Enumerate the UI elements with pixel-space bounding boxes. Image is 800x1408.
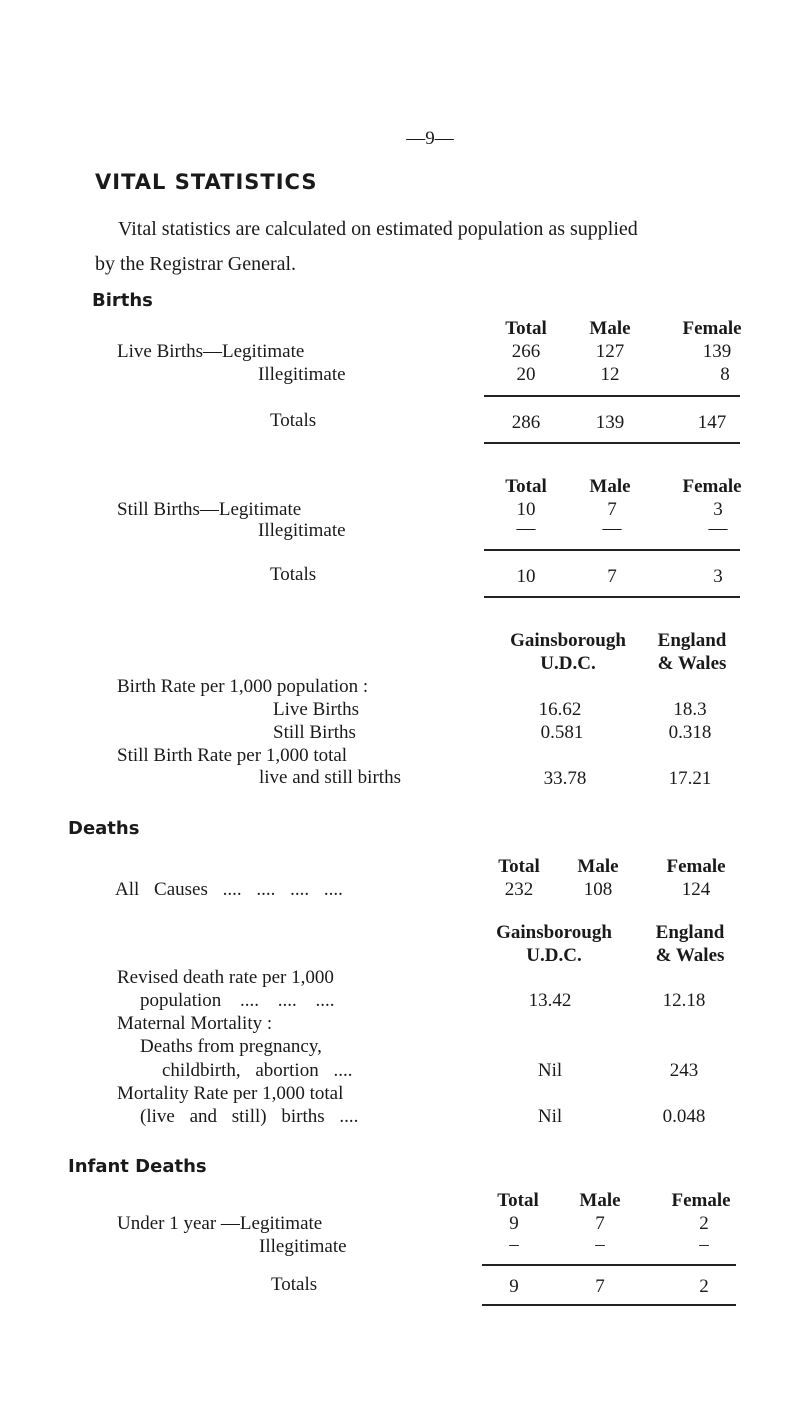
row-label-still-illegit: Illegitimate xyxy=(258,520,346,541)
col-header-female: Female xyxy=(671,1190,731,1211)
row-label-drr-1: Revised death rate per 1,000 xyxy=(117,967,334,988)
row-label-still-legit: Still Births—Legitimate xyxy=(117,499,302,520)
row-label-totals: Totals xyxy=(270,410,317,431)
cell: 12.18 xyxy=(662,990,706,1011)
cell: — xyxy=(516,518,536,539)
col-header-udc: U.D.C. xyxy=(526,945,582,966)
cell: 232 xyxy=(504,879,534,900)
row-label-infant-illegit: Illegitimate xyxy=(259,1236,347,1257)
cell: 127 xyxy=(595,341,625,362)
cell: 12 xyxy=(600,364,620,385)
col-header-male: Male xyxy=(589,476,631,497)
cell: 0.318 xyxy=(668,722,712,743)
intro-line-1: Vital statistics are calculated on estimated population as supplied xyxy=(118,218,638,240)
cell: – xyxy=(595,1234,605,1255)
cell: Nil xyxy=(537,1106,563,1127)
cell: 18.3 xyxy=(673,699,707,720)
row-label-infant-legit: Under 1 year —Legitimate xyxy=(117,1213,323,1234)
page-title: VITAL STATISTICS xyxy=(95,170,318,194)
col-header-udc: U.D.C. xyxy=(540,653,596,674)
cell: 108 xyxy=(583,879,613,900)
row-label-totals: Totals xyxy=(271,1274,318,1295)
cell: 124 xyxy=(681,879,711,900)
cell: 10 xyxy=(516,566,536,587)
rule xyxy=(482,1264,736,1266)
cell: 7 xyxy=(595,1213,605,1234)
row-label-totals: Totals xyxy=(270,564,317,585)
cell: 9 xyxy=(509,1213,519,1234)
rule xyxy=(484,442,740,444)
col-header-wales: & Wales xyxy=(655,945,725,966)
cell: 9 xyxy=(509,1276,519,1297)
row-label-mm-2: Deaths from pregnancy, xyxy=(140,1036,322,1057)
row-label-live-legit: Live Births—Legitimate xyxy=(117,341,305,362)
cell: 0.581 xyxy=(540,722,584,743)
cell: 266 xyxy=(511,341,541,362)
col-header-male: Male xyxy=(589,318,631,339)
col-header-total: Total xyxy=(497,1190,539,1211)
col-header-female: Female xyxy=(682,318,742,339)
cell: 7 xyxy=(607,499,617,520)
row-label-live-births: Live Births xyxy=(273,699,360,720)
row-label-birth-rate: Birth Rate per 1,000 population : xyxy=(117,676,369,697)
cell: 2 xyxy=(699,1276,709,1297)
col-header-female: Female xyxy=(682,476,742,497)
cell: 2 xyxy=(699,1213,709,1234)
page-number: —9— xyxy=(406,128,454,149)
row-label-drr-2: population .... .... .... xyxy=(140,990,335,1011)
row-label-mm-1: Maternal Mortality : xyxy=(117,1013,273,1034)
row-label-all-causes: All Causes .... .... .... .... xyxy=(115,879,343,900)
row-label-mm-3: childbirth, abortion .... xyxy=(162,1060,353,1081)
col-header-gainsborough: Gainsborough xyxy=(496,922,612,943)
cell: 17.21 xyxy=(668,768,712,789)
row-label-live-illegit: Illegitimate xyxy=(258,364,346,385)
rule xyxy=(484,549,740,551)
rule xyxy=(484,596,740,598)
cell: 286 xyxy=(511,412,541,433)
cell: – xyxy=(509,1234,519,1255)
col-header-male: Male xyxy=(579,1190,621,1211)
cell: 16.62 xyxy=(538,699,582,720)
row-label-still-births: Still Births xyxy=(273,722,356,743)
cell: Nil xyxy=(537,1060,563,1081)
col-header-total: Total xyxy=(505,476,547,497)
col-header-england: England xyxy=(657,630,727,651)
row-label-mr-2: (live and still) births .... xyxy=(140,1106,359,1127)
cell: 7 xyxy=(595,1276,605,1297)
col-header-gainsborough: Gainsborough xyxy=(510,630,626,651)
cell: 10 xyxy=(516,499,536,520)
row-label-sbr-2: live and still births xyxy=(259,767,401,788)
row-label-sbr-1: Still Birth Rate per 1,000 total xyxy=(117,745,348,766)
cell: 7 xyxy=(607,566,617,587)
section-heading-infant-deaths: Infant Deaths xyxy=(68,1156,207,1177)
cell: – xyxy=(699,1234,709,1255)
cell: 139 xyxy=(595,412,625,433)
cell: 0.048 xyxy=(662,1106,706,1127)
cell: 3 xyxy=(713,499,723,520)
cell: 243 xyxy=(669,1060,699,1081)
row-label-mr-1: Mortality Rate per 1,000 total xyxy=(117,1083,344,1104)
col-header-england: England xyxy=(655,922,725,943)
rule xyxy=(484,395,740,397)
intro-line-2: by the Registrar General. xyxy=(95,253,297,275)
col-header-male: Male xyxy=(577,856,619,877)
cell: — xyxy=(708,518,728,539)
section-heading-births: Births xyxy=(92,290,153,311)
cell: 3 xyxy=(713,566,723,587)
col-header-total: Total xyxy=(498,856,540,877)
col-header-total: Total xyxy=(505,318,547,339)
col-header-female: Female xyxy=(666,856,726,877)
cell: — xyxy=(602,518,622,539)
cell: 33.78 xyxy=(543,768,587,789)
section-heading-deaths: Deaths xyxy=(68,818,140,839)
rule xyxy=(482,1304,736,1306)
cell: 13.42 xyxy=(528,990,572,1011)
cell: 20 xyxy=(516,364,536,385)
cell: 139 xyxy=(702,341,732,362)
cell: 147 xyxy=(697,412,727,433)
col-header-wales: & Wales xyxy=(657,653,727,674)
cell: 8 xyxy=(720,364,730,385)
